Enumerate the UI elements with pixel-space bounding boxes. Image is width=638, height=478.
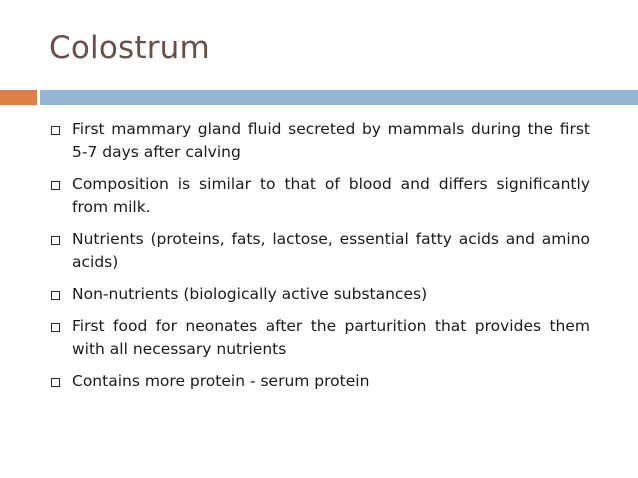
bullet-item [50, 283, 590, 306]
bullet-text: Non-nutrients (biologically active substances) [72, 285, 428, 303]
title-rule-bar [40, 90, 638, 105]
bullet-text: Nutrients (proteins, fats, lactose, essential fatty acids and amino acids) [72, 230, 590, 271]
bullet-text: First mammary gland fluid secreted by mammals during the first 5-7 days after calving [72, 120, 590, 161]
bullet-item [50, 315, 590, 361]
bullet-text: Contains more protein - serum protein [72, 372, 370, 390]
slide-title: Colostrum [49, 30, 210, 66]
bullet-item [50, 370, 590, 393]
square-bullet-icon [51, 378, 60, 387]
bullet-item [50, 118, 590, 164]
square-bullet-icon [51, 236, 60, 245]
square-bullet-icon [51, 323, 60, 332]
title-accent-bar [0, 90, 37, 105]
bullet-list [50, 118, 590, 402]
square-bullet-icon [51, 126, 60, 135]
bullet-item [50, 228, 590, 274]
bullet-text: First food for neonates after the parturition that provides them with all necessary nutrients [72, 317, 590, 358]
square-bullet-icon [51, 291, 60, 300]
square-bullet-icon [51, 181, 60, 190]
bullet-text: Composition is similar to that of blood and differs significantly from milk. [72, 175, 590, 216]
bullet-item [50, 173, 590, 219]
